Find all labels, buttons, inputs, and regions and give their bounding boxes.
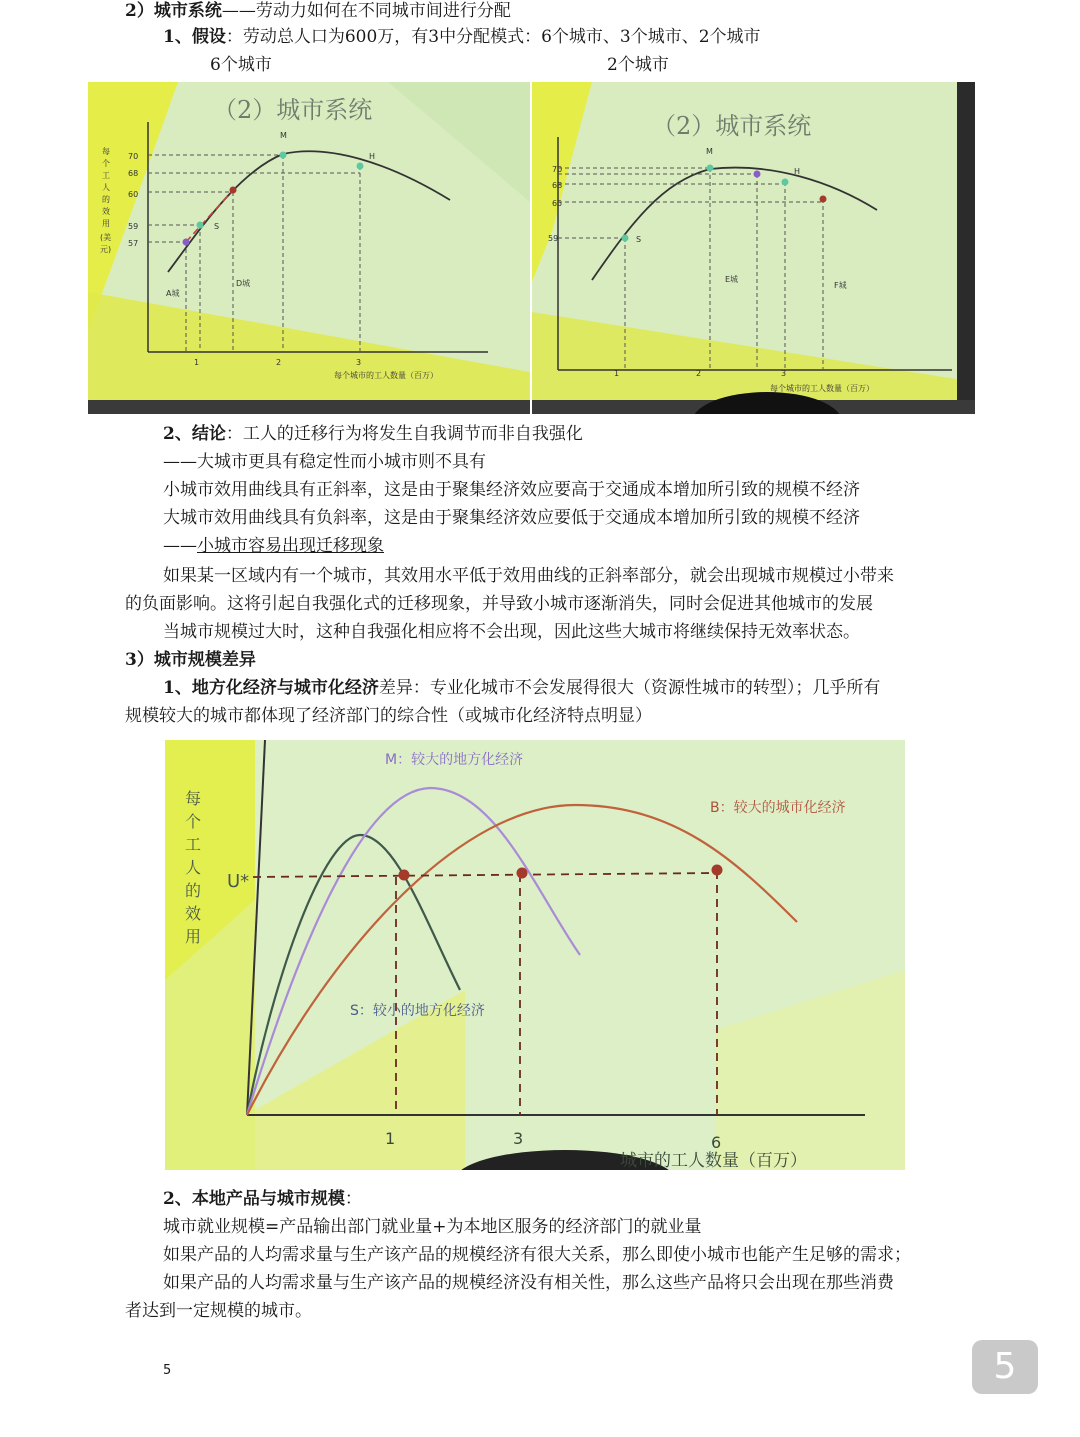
ylabel-char: 效	[185, 904, 202, 923]
caption-left: 6个城市	[210, 55, 272, 75]
local-line3: 如果产品的人均需求量与生产该产品的规模经济没有相关性，那么这些产品将只会出现在那些消费	[163, 1273, 894, 1293]
point-label-s: S	[636, 235, 642, 244]
page-badge: 5	[972, 1340, 1038, 1394]
section2-title: 城市系统	[153, 1, 222, 21]
conclusion-para1a: 如果某一区域内有一个城市，其效用水平低于效用曲线的正斜率部分，就会出现城市规模过小带来	[163, 566, 894, 586]
label-b: B：较大的城市化经济	[710, 800, 846, 816]
ytick: 70	[552, 165, 563, 174]
slide1-ylabel	[100, 146, 111, 254]
point-label-m: M	[280, 131, 287, 140]
ytick: 59	[128, 222, 139, 231]
slide2-title: （2）城市系统	[652, 112, 812, 140]
local-label: 2、本地产品与城市规模	[163, 1189, 345, 1209]
slide-photo-two-cities	[532, 82, 975, 414]
area-label-e: E城	[725, 275, 739, 284]
section3-title: 城市规模差异	[153, 650, 256, 670]
label-s: S：较小的地方化经济	[350, 1003, 485, 1019]
point-label-h: H	[369, 152, 376, 161]
slide3-xlabel: 城市的工人数量（百万）	[620, 1151, 807, 1170]
xtick: 3	[781, 369, 787, 378]
ylabel-char: 每	[102, 147, 110, 156]
point-label-h: H	[794, 167, 801, 176]
slide2-xlabel: 每个城市的工人数量（百万）	[770, 384, 874, 393]
ylabel-char: 用	[185, 927, 202, 946]
section2-num: 2）	[125, 1, 154, 21]
point-label-s: S	[214, 222, 220, 231]
u-star-label: U*	[227, 871, 250, 892]
conclusion-line4-prefix: ——	[163, 536, 197, 556]
area-label-f: F城	[834, 281, 847, 290]
ylabel-char: (美	[100, 233, 112, 242]
assumption-label: 1、假设	[163, 27, 226, 47]
local-line4: 者达到一定规模的城市。	[125, 1301, 312, 1321]
page-number: 5	[163, 1363, 172, 1378]
slide-photo-six-cities	[88, 82, 530, 414]
slide1-title: （2）城市系统	[213, 96, 373, 124]
section2-subtitle: ——劳动力如何在不同城市间进行分配	[221, 1, 511, 21]
xtick: 1	[194, 358, 200, 367]
local-heading	[163, 1188, 362, 1210]
ytick: 60	[128, 190, 139, 199]
ylabel-char: 的	[185, 881, 202, 900]
ytick: 68	[128, 169, 139, 178]
conclusion-para1b: 的负面影响。这将引起自我强化式的迁移现象，并导致小城市逐渐消失，同时会促进其他城市的发展	[125, 594, 873, 614]
area-label-a: A城	[166, 289, 180, 298]
point-label-m: M	[706, 147, 713, 156]
assumption-text: ：劳动总人口为600万，有3中分配模式：6个城市、3个城市、2个城市	[225, 27, 761, 47]
local-line1: 城市就业规模=产品输出部门就业量+为本地区服务的经济部门的就业量	[163, 1217, 702, 1237]
xtick: 1	[614, 369, 620, 378]
ylabel-char: 每	[185, 789, 202, 808]
conclusion-line2: 小城市效用曲线具有正斜率，这是由于聚集经济效应要高于交通成本增加所引致的规模不经济	[163, 480, 860, 500]
conclusion-heading	[163, 423, 583, 445]
ylabel-char: 人	[185, 858, 202, 877]
ytick: 59	[548, 234, 559, 243]
caption-right: 2个城市	[607, 55, 669, 75]
ytick: 70	[128, 152, 139, 161]
section3-item1-text: 差异：专业化城市不会发展得很大（资源性城市的转型）；几乎所有	[378, 678, 881, 698]
ylabel-char: 效	[102, 207, 110, 216]
section3-item1-label: 1、地方化经济与城市化经济	[163, 678, 379, 698]
ytick: 68	[552, 181, 563, 190]
section3-item1	[163, 677, 880, 699]
xtick: 2	[276, 358, 282, 367]
xtick: 3	[513, 1129, 524, 1148]
label-m: M：较大的地方化经济	[385, 752, 524, 768]
local-line2: 如果产品的人均需求量与生产该产品的规模经济有很大关系，那么即使小城市也能产生足够的需求；	[163, 1245, 911, 1265]
ylabel-char: 个	[185, 812, 202, 831]
ylabel-char: 工	[185, 835, 202, 854]
slide1-xlabel: 每个城市的工人数量（百万）	[334, 371, 438, 380]
xtick: 3	[356, 358, 362, 367]
ytick: 65	[552, 199, 563, 208]
section3-heading	[125, 649, 256, 671]
local-colon: ：	[344, 1189, 362, 1209]
section2-heading	[125, 0, 511, 22]
ylabel-char: 人	[102, 183, 110, 192]
xtick: 6	[711, 1133, 722, 1152]
section3-num: 3）	[125, 650, 154, 670]
conclusion-line4	[163, 535, 384, 557]
ylabel-char: 的	[102, 195, 110, 204]
conclusion-text: ：工人的迁移行为将发生自我调节而非自我强化	[225, 424, 583, 444]
conclusion-line4-underlined: 小城市容易出现迁移现象	[197, 536, 384, 556]
area-label-d: D城	[236, 279, 251, 288]
conclusion-line1: ——大城市更具有稳定性而小城市则不具有	[163, 452, 486, 472]
xtick: 1	[385, 1129, 396, 1148]
assumption-line	[163, 26, 761, 48]
ylabel-char: 用	[102, 219, 110, 228]
conclusion-line3: 大城市效用曲线具有负斜率，这是由于聚集经济效应要低于交通成本增加所引致的规模不经济	[163, 508, 860, 528]
xtick: 2	[696, 369, 702, 378]
ylabel-char: 个	[102, 159, 110, 168]
section3-item1-text2: 规模较大的城市都体现了经济部门的综合性（或城市化经济特点明显）	[125, 706, 652, 726]
slide3-ylabel	[185, 789, 201, 946]
conclusion-label: 2、结论	[163, 424, 226, 444]
slide-photo-city-size	[165, 740, 905, 1170]
ylabel-char: 元)	[100, 245, 112, 254]
conclusion-para2: 当城市规模过大时，这种自我强化相应将不会出现，因此这些大城市将继续保持无效率状态。	[163, 622, 860, 642]
ylabel-char: 工	[102, 171, 110, 180]
ytick: 57	[128, 239, 139, 248]
